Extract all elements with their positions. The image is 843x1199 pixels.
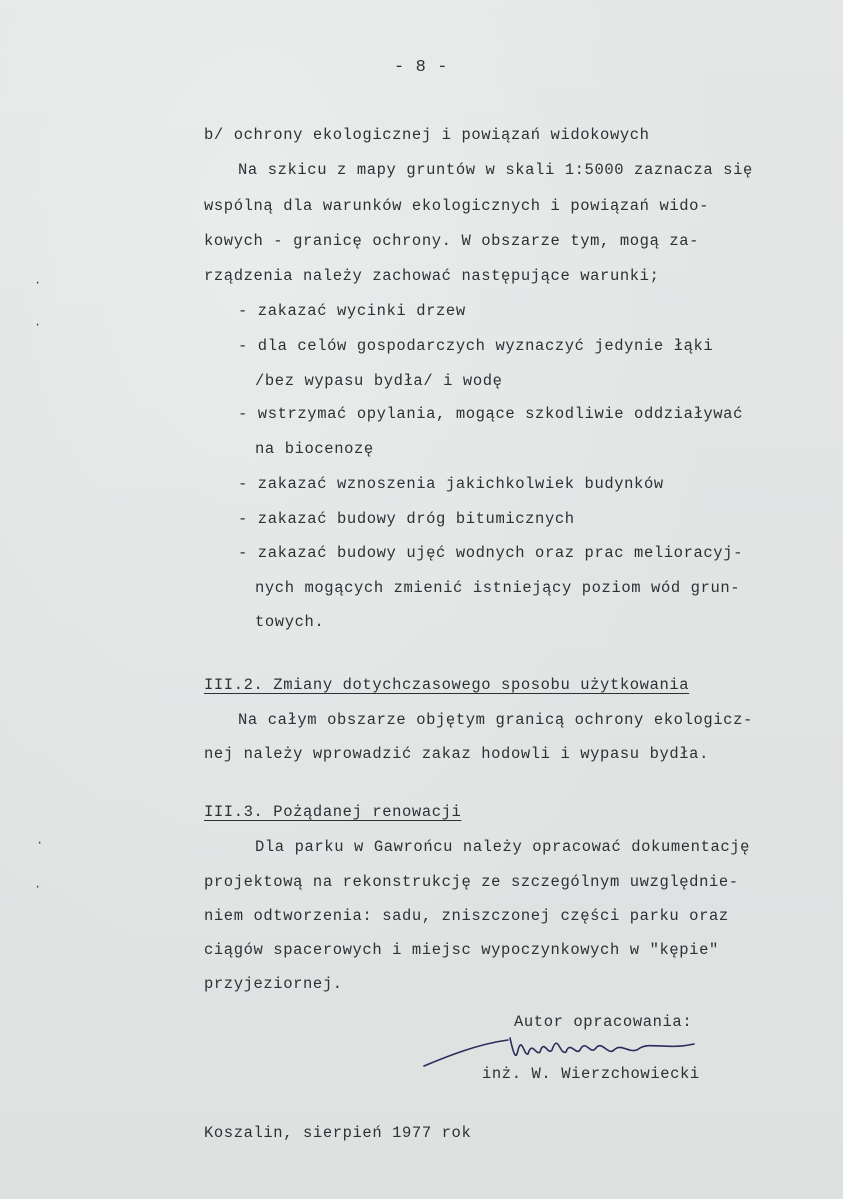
bullet-item-continuation: nych mogących zmienić istniejący poziom wód grun- — [255, 579, 741, 597]
section-III3-line: przyjeziornej. — [204, 975, 343, 993]
section-III3-heading: III.3. Pożądanej renowacji — [204, 803, 462, 821]
bullet-item: - zakazać wycinki drzew — [238, 302, 466, 320]
margin-mark: · — [34, 880, 42, 894]
bullet-item: - dla celów gospodarczych wyznaczyć jedynie łąki — [238, 337, 714, 355]
section-III3-line: projektową na rekonstrukcję ze szczególnym uwzględnie- — [204, 873, 739, 891]
section-b-paragraph-line: rządzenia należy zachować następujące warunki; — [204, 267, 660, 285]
section-III2-line: Na całym obszarze objętym granicą ochrony ekologicz- — [238, 711, 753, 729]
section-b-paragraph-line: Na szkicu z mapy gruntów w skali 1:5000 zaznacza się — [238, 161, 753, 179]
section-b-paragraph-line: wspólną dla warunków ekologicznych i powiązań wido- — [204, 197, 709, 215]
section-b-paragraph-line: kowych - granicę ochrony. W obszarze tym, mogą za- — [204, 232, 700, 250]
bullet-item-continuation: na biocenozę — [255, 440, 374, 458]
margin-mark: · — [36, 836, 44, 850]
bullet-item: - zakazać budowy ujęć wodnych oraz prac melioracyj- — [238, 544, 743, 562]
section-III3-line: niem odtworzenia: sadu, zniszczonej części parku oraz — [204, 907, 729, 925]
bullet-item-continuation: /bez wypasu bydła/ i wodę — [255, 372, 503, 390]
section-b-heading: b/ ochrony ekologicznej i powiązań widokowych — [204, 126, 650, 144]
author-name: inż. W. Wierzchowiecki — [482, 1065, 700, 1083]
margin-mark: · — [34, 276, 42, 290]
bullet-item: - zakazać budowy dróg bitumicznych — [238, 510, 575, 528]
bullet-item-continuation: towych. — [255, 613, 325, 631]
bullet-item: - wstrzymać opylania, mogące szkodliwie oddziaływać — [238, 405, 743, 423]
page-number: - 8 - — [394, 58, 449, 77]
section-III3-line: Dla parku w Gawrońcu należy opracować dokumentację — [255, 838, 751, 856]
section-III2-heading: III.2. Zmiany dotychczasowego sposobu użytkowania — [204, 676, 690, 694]
margin-mark: · — [34, 318, 42, 332]
place-date: Koszalin, sierpień 1977 rok — [204, 1124, 472, 1142]
author-label: Autor opracowania: — [514, 1013, 693, 1031]
section-III3-line: ciągów spacerowych i miejsc wypoczynkowych w "kępie" — [204, 941, 719, 959]
section-III2-line: nej należy wprowadzić zakaz hodowli i wypasu bydła. — [204, 745, 709, 763]
bullet-item: - zakazać wznoszenia jakichkolwiek budynków — [238, 475, 664, 493]
